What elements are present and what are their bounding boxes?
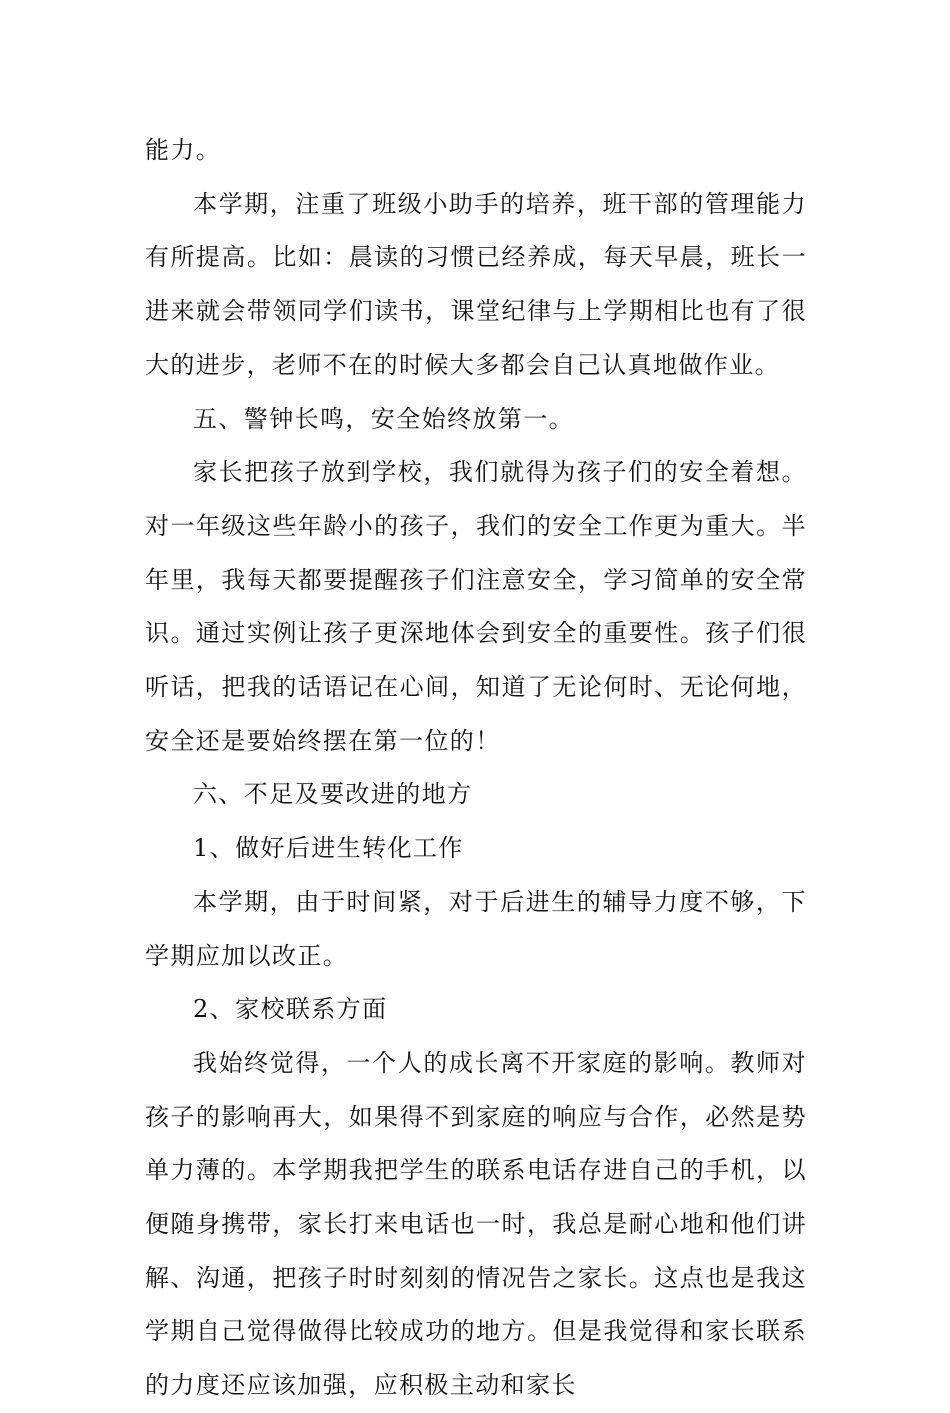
section-heading-safety: 五、警钟长鸣，安全始终放第一。	[193, 404, 574, 433]
subheading-home-school: 2、家校联系方面	[193, 995, 388, 1024]
document-body	[145, 124, 807, 1413]
paragraph-class-helpers: 本学期，注重了班级小助手的培养，班干部的管理能力有所提高。比如：晨读的习惯已经养成，每天早晨，班长一进来就会带领同学们读书，课堂纪律与上学期相比也有了很大的进步，老师不在的时候大多都会自己认真地做作业。	[145, 189, 807, 379]
paragraph-continuation: 能力。	[145, 136, 222, 164]
paragraph-struggling-students: 本学期，由于时间紧，对于后进生的辅导力度不够，下学期应加以改正。	[145, 887, 807, 970]
paragraph-home-school: 我始终觉得，一个人的成长离不开家庭的影响。教师对孩子的影响再大，如果得不到家庭的响应与合作，必然是势单力薄的。本学期我把学生的联系电话存进自己的手机，以便随身携带，家长打来电话也一时，我总是耐心地和他们讲解、沟通，把孩子时时刻刻的情况告之家长。这点也是我这学期自己觉得做得比较成功的地方。但是我觉得和家长联系的力度还应该加强，应积极主动和家长	[145, 1048, 807, 1400]
paragraph-safety: 家长把孩子放到学校，我们就得为孩子们的安全着想。对一年级这些年龄小的孩子，我们的安全工作更为重大。半年里，我每天都要提醒孩子们注意安全，学习简单的安全常识。通过实例让孩子更深地体会到安全的重要性。孩子们很听话，把我的话语记在心间，知道了无论何时、无论何地，安全还是要始终摆在第一位的！	[145, 458, 807, 755]
subheading-struggling-students: 1、做好后进生转化工作	[193, 834, 464, 863]
section-heading-improvements: 六、不足及要改进的地方	[193, 780, 473, 809]
